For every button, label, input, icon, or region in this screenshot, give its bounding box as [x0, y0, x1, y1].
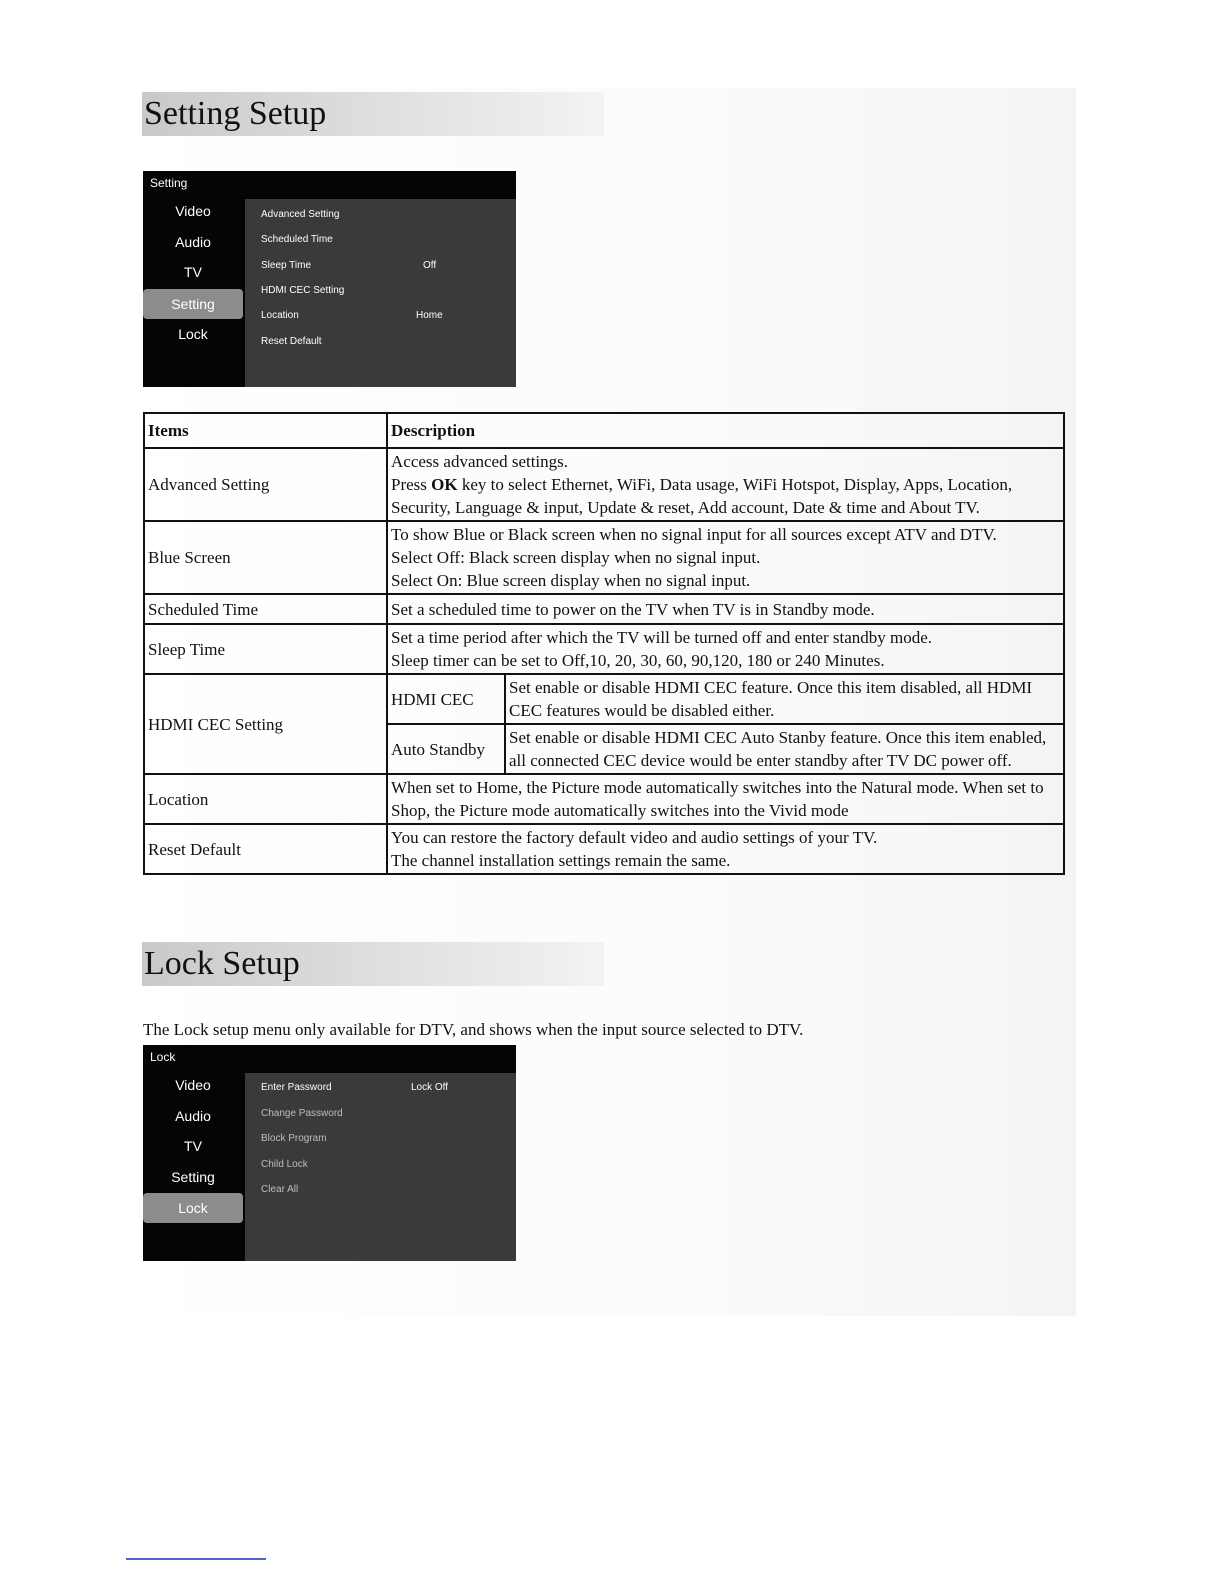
- desc-line: The channel installation settings remain the same.: [391, 851, 731, 870]
- desc-line: You can restore the factory default video and audio settings of your TV.: [391, 828, 878, 847]
- panel-row-change-password[interactable]: [261, 1108, 501, 1122]
- row-label: Change Password: [261, 1108, 343, 1119]
- desc-text: Press: [391, 475, 432, 494]
- header-description: Description: [387, 413, 1064, 448]
- panel-row-reset-default[interactable]: [261, 336, 501, 350]
- description-cell: Set enable or disable HDMI CEC feature. Once this item disabled, all HDMI CEC features would be disabled either.: [505, 674, 1064, 724]
- menu-item-tv[interactable]: TV: [184, 1138, 202, 1154]
- desc-line: Select On: Blue screen display when no signal input.: [391, 571, 751, 590]
- description-cell: When set to Home, the Picture mode automatically switches into the Natural mode. When set to Shop, the Picture mode automatically switches into the Vivid mode: [387, 774, 1064, 824]
- table-row: [144, 824, 1064, 874]
- desc-line: Sleep timer can be set to Off,10, 20, 30, 60, 90,120, 180 or 240 Minutes.: [391, 651, 885, 670]
- panel-row-child-lock[interactable]: [261, 1159, 501, 1173]
- row-label: Scheduled Time: [261, 234, 333, 245]
- table-header-row: [144, 413, 1064, 448]
- row-label: Advanced Setting: [261, 209, 340, 220]
- setting-setup-heading: Setting Setup: [142, 92, 604, 136]
- setting-tv-menu: [143, 171, 516, 387]
- menu-item-setting[interactable]: Setting: [143, 289, 243, 319]
- desc-line: Select Off: Black screen display when no signal input.: [391, 548, 761, 567]
- menu-item-audio[interactable]: Audio: [175, 234, 211, 250]
- menu-item-audio[interactable]: Audio: [175, 1108, 211, 1124]
- row-label: Clear All: [261, 1184, 299, 1195]
- desc-line: [391, 473, 1060, 519]
- table-row: [144, 521, 1064, 594]
- menu-panel: [245, 1073, 516, 1261]
- ok-key-label: OK: [431, 475, 458, 494]
- menu-item-lock[interactable]: Lock: [178, 326, 208, 342]
- sub-item-cell: Auto Standby: [387, 724, 505, 774]
- row-label: Location: [261, 310, 299, 321]
- row-label: Child Lock: [261, 1159, 308, 1170]
- item-cell: HDMI CEC Setting: [144, 674, 387, 774]
- menu-item-setting[interactable]: Setting: [171, 1169, 215, 1185]
- table-row: [144, 624, 1064, 674]
- table-row: [144, 448, 1064, 521]
- item-cell: Reset Default: [144, 824, 387, 874]
- panel-row-advanced-setting[interactable]: [261, 209, 501, 223]
- row-value: Home: [416, 310, 443, 321]
- header-items: Items: [144, 413, 387, 448]
- description-cell: [387, 448, 1064, 521]
- menu-item-lock[interactable]: Lock: [143, 1193, 243, 1223]
- desc-line: To show Blue or Black screen when no signal input for all sources except ATV and DTV.: [391, 525, 997, 544]
- desc-text: key to select Ethernet, WiFi, Data usage, WiFi Hotspot, Display, Apps, Location, Security, Language & input, Update & reset, Add account, Date & time and About TV.: [391, 475, 1013, 517]
- item-cell: Blue Screen: [144, 521, 387, 594]
- item-cell: Advanced Setting: [144, 448, 387, 521]
- menu-item-tv[interactable]: TV: [184, 264, 202, 280]
- row-label: Reset Default: [261, 336, 322, 347]
- description-cell: [387, 824, 1064, 874]
- menu-item-video[interactable]: Video: [175, 1077, 211, 1093]
- description-cell: Set a scheduled time to power on the TV when TV is in Standby mode.: [387, 594, 1064, 624]
- row-label: Sleep Time: [261, 260, 312, 271]
- desc-line: Access advanced settings.: [391, 452, 569, 471]
- row-label: Enter Password: [261, 1082, 332, 1093]
- panel-row-scheduled-time[interactable]: [261, 234, 501, 248]
- item-cell: Sleep Time: [144, 624, 387, 674]
- row-label: HDMI CEC Setting: [261, 285, 345, 296]
- panel-row-location[interactable]: [261, 310, 501, 324]
- row-value: Off: [423, 260, 437, 271]
- lock-intro-text: The Lock setup menu only available for DTV, and shows when the input source selected to DTV.: [143, 1020, 804, 1039]
- table-row: [144, 674, 1064, 724]
- row-label: Block Program: [261, 1133, 327, 1144]
- table-row: [144, 774, 1064, 824]
- menu-item-video[interactable]: Video: [175, 203, 211, 219]
- item-cell: Location: [144, 774, 387, 824]
- lock-setup-heading: Lock Setup: [142, 942, 604, 986]
- description-cell: Set enable or disable HDMI CEC Auto Stanby feature. Once this item enabled, all connected CEC device would be enter standby after TV DC power off.: [505, 724, 1064, 774]
- panel-row-clear-all[interactable]: [261, 1184, 501, 1198]
- menu-title: Lock: [150, 1050, 176, 1064]
- panel-row-sleep-time[interactable]: [261, 260, 501, 274]
- description-cell: [387, 521, 1064, 594]
- panel-row-hdmi-cec-setting[interactable]: [261, 285, 501, 299]
- settings-description-table: [143, 412, 1065, 875]
- desc-line: Set a time period after which the TV will be turned off and enter standby mode.: [391, 628, 933, 647]
- menu-panel: [245, 199, 516, 387]
- table-row: [144, 594, 1064, 624]
- sub-item-cell: HDMI CEC: [387, 674, 505, 724]
- row-value: Lock Off: [411, 1082, 449, 1093]
- item-cell: Scheduled Time: [144, 594, 387, 624]
- panel-row-block-program[interactable]: [261, 1133, 501, 1147]
- footer-rule: [126, 1558, 266, 1560]
- panel-row-enter-password[interactable]: [261, 1082, 501, 1096]
- lock-tv-menu: [143, 1045, 516, 1261]
- description-cell: [387, 624, 1064, 674]
- menu-title: Setting: [150, 176, 188, 190]
